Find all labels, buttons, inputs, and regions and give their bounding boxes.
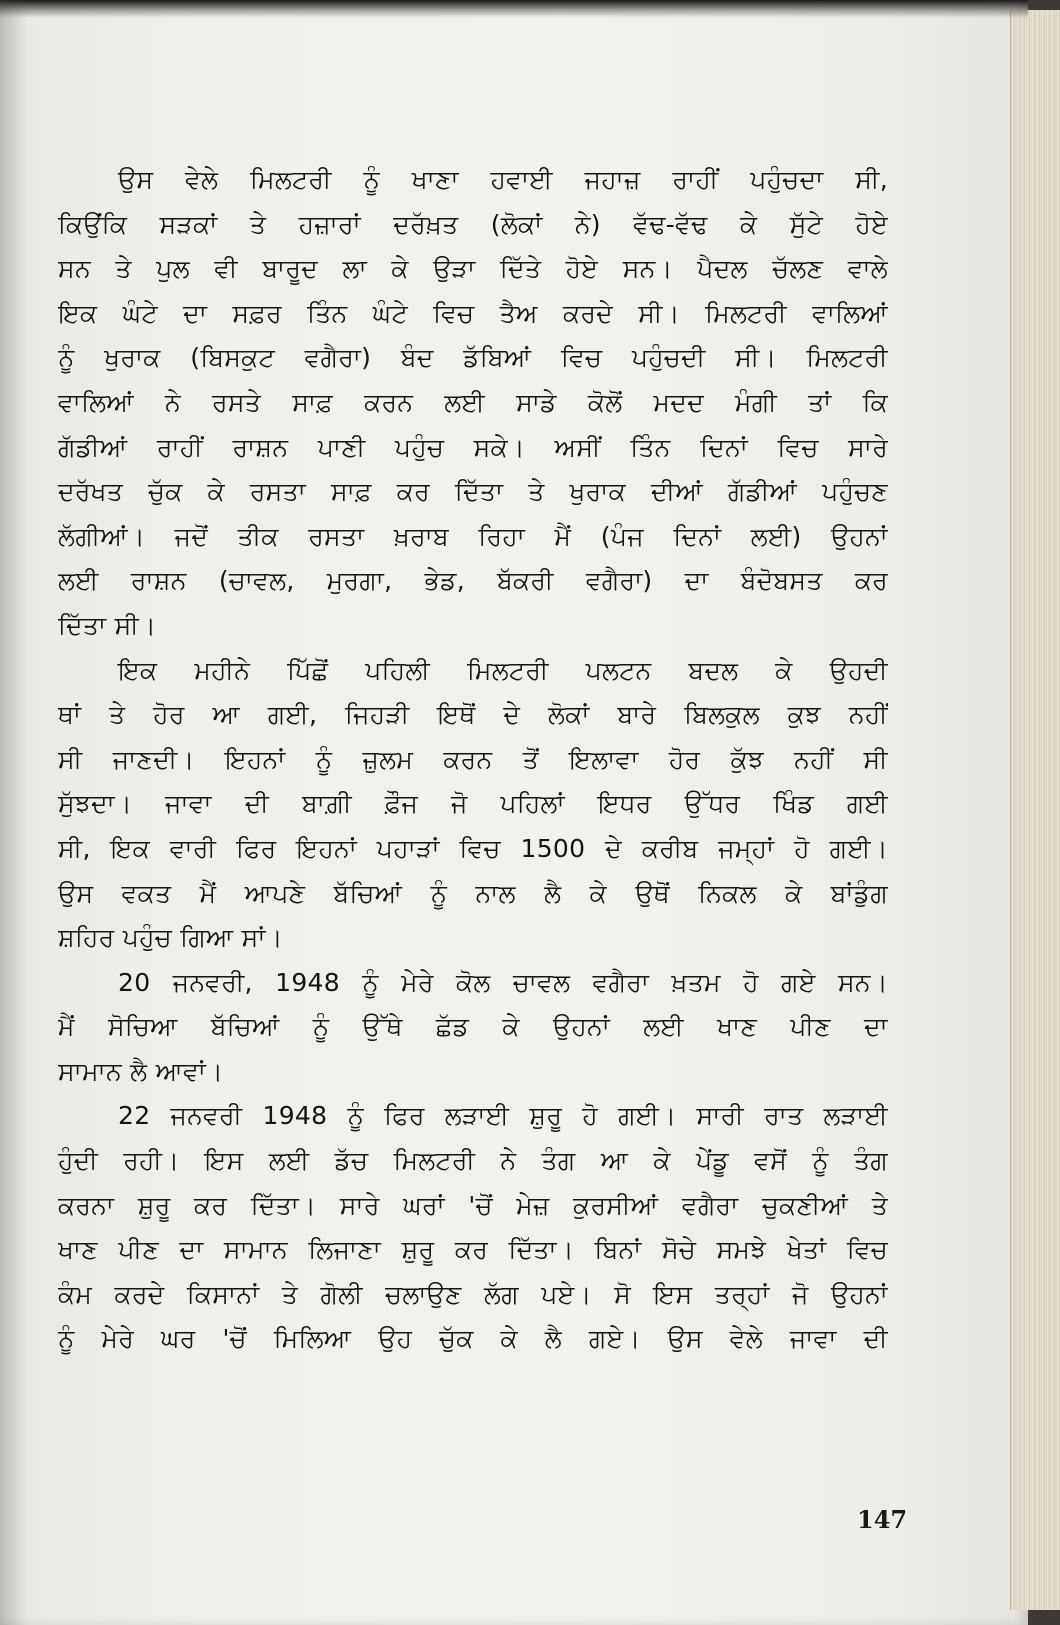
text-line: ਉਸ ਵੇਲੇ ਮਿਲਟਰੀ ਨੂੰ ਖਾਣਾ ਹਵਾਈ ਜਹਾਜ਼ ਰਾਹੀਂ ਪਹੁੰਚਦਾ ਸੀ, bbox=[118, 165, 888, 194]
body-text bbox=[58, 158, 888, 1362]
text-line: ਇਕ ਮਹੀਨੇ ਪਿੱਛੋਂ ਪਹਿਲੀ ਮਿਲਟਰੀ ਪਲਟਨ ਬਦਲ ਕੇ ਉਹਦੀ bbox=[118, 655, 888, 685]
text-line: ਸਾਮਾਨ ਲੈ ਆਵਾਂ। bbox=[58, 1056, 224, 1086]
text-line: ਦਿੱਤਾ ਸੀ। bbox=[58, 610, 157, 640]
text-line: ਲੱਗੀਆਂ। ਜਦੋਂ ਤੀਕ ਰਸਤਾ ਖ਼ਰਾਬ ਰਿਹਾ ਮੈਂ (ਪੰਜ ਦਿਨਾਂ ਲਈ) ਉਹਨਾਂ bbox=[58, 521, 888, 551]
text-line: ਗੱਡੀਆਂ ਰਾਹੀਂ ਰਾਸ਼ਨ ਪਾਣੀ ਪਹੁੰਚ ਸਕੇ। ਅਸੀਂ ਤਿੰਨ ਦਿਨਾਂ ਵਿਚ ਸਾਰੇ bbox=[58, 432, 888, 462]
text-line: ਉਸ ਵਕਤ ਮੈਂ ਆਪਣੇ ਬੱਚਿਆਂ ਨੂੰ ਨਾਲ ਲੈ ਕੇ ਉਥੋਂ ਨਿਕਲ ਕੇ ਬਾਂਡੁੰਗ bbox=[58, 878, 888, 908]
text-line: ਨੂੰ ਖੁਰਾਕ (ਬਿਸਕੁਟ ਵਗੈਰਾ) ਬੰਦ ਡੱਬਿਆਂ ਵਿਚ ਪਹੁੰਚਦੀ ਸੀ। ਮਿਲਟਰੀ bbox=[58, 343, 888, 373]
text-line: 22 ਜਨਵਰੀ 1948 ਨੂੰ ਫਿਰ ਲੜਾਈ ਸ਼ੁਰੂ ਹੋ ਗਈ। ਸਾਰੀ ਰਾਤ ਲੜਾਈ bbox=[118, 1101, 888, 1131]
text-line: ਲਈ ਰਾਸ਼ਨ (ਚਾਵਲ, ਮੁਰਗਾ, ਭੇਡ, ਬੱਕਰੀ ਵਗੈਰਾ) ਦਾ ਬੰਦੋਬਸਤ ਕਰ bbox=[58, 566, 888, 596]
text-line: ਸੁੱਝਦਾ। ਜਾਵਾ ਦੀ ਬਾਗ਼ੀ ਫ਼ੌਜ ਜੋ ਪਹਿਲਾਂ ਇਧਰ ਉੱਧਰ ਖਿੰਡ ਗਈ bbox=[58, 789, 888, 819]
text-line: ਮੈਂ ਸੋਚਿਆ ਬੱਚਿਆਂ ਨੂੰ ਉੱਥੇ ਛੱਡ ਕੇ ਉਹਨਾਂ ਲਈ ਖਾਣ ਪੀਣ ਦਾ bbox=[58, 1012, 888, 1042]
text-line: ਕੰਮ ਕਰਦੇ ਕਿਸਾਨਾਂ ਤੇ ਗੋਲੀ ਚਲਾਉਣ ਲੱਗ ਪਏ। ਸੋ ਇਸ ਤਰ੍ਹਾਂ ਜੋ ਉਹਨਾਂ bbox=[58, 1279, 888, 1309]
text-line: ਸੀ, ਇਕ ਵਾਰੀ ਫਿਰ ਇਹਨਾਂ ਪਹਾੜਾਂ ਵਿਚ 1500 ਦੇ ਕਰੀਬ ਜਮ੍ਹਾਂ ਹੋ ਗਈ। bbox=[58, 833, 888, 863]
text-line: ਹੁੰਦੀ ਰਹੀ। ਇਸ ਲਈ ਡੱਚ ਮਿਲਟਰੀ ਨੇ ਤੰਗ ਆ ਕੇ ਪੇਂਡੂ ਵਸੋਂ ਨੂੰ ਤੰਗ bbox=[58, 1146, 888, 1176]
text-line: ਖਾਣ ਪੀਣ ਦਾ ਸਾਮਾਨ ਲਿਜਾਣਾ ਸ਼ੁਰੂ ਕਰ ਦਿੱਤਾ। ਬਿਨਾਂ ਸੋਚੇ ਸਮਝੇ ਖੇਤਾਂ ਵਿਚ bbox=[58, 1235, 888, 1265]
text-line: ਨੂੰ ਮੇਰੇ ਘਰ 'ਚੋਂ ਮਿਲਿਆ ਉਹ ਚੁੱਕ ਕੇ ਲੈ ਗਏ। ਉਸ ਵੇਲੇ ਜਾਵਾ ਦੀ bbox=[58, 1324, 888, 1354]
text-line: ਕਰਨਾ ਸ਼ੁਰੂ ਕਰ ਦਿੱਤਾ। ਸਾਰੇ ਘਰਾਂ 'ਚੋਂ ਮੇਜ਼ ਕੁਰਸੀਆਂ ਵਗੈਰਾ ਚੁਕਣੀਆਂ ਤੇ bbox=[58, 1190, 888, 1220]
text-line: ਸ਼ਹਿਰ ਪਹੁੰਚ ਗਿਆ ਸਾਂ। bbox=[58, 923, 283, 953]
page-number: 147 bbox=[857, 1505, 908, 1534]
text-line: ਇਕ ਘੰਟੇ ਦਾ ਸਫ਼ਰ ਤਿੰਨ ਘੰਟੇ ਵਿਚ ਤੈਅ ਕਰਦੇ ਸੀ। ਮਿਲਟਰੀ ਵਾਲਿਆਂ bbox=[58, 298, 888, 328]
text-line: ਸੀ ਜਾਣਦੀ। ਇਹਨਾਂ ਨੂੰ ਜ਼ੁਲਮ ਕਰਨ ਤੋਂ ਇਲਾਵਾ ਹੋਰ ਕੁੱਝ ਨਹੀਂ ਸੀ bbox=[58, 744, 888, 774]
text-line: ਵਾਲਿਆਂ ਨੇ ਰਸਤੇ ਸਾਫ਼ ਕਰਨ ਲਈ ਸਾਡੇ ਕੋਲੋਂ ਮਦਦ ਮੰਗੀ ਤਾਂ ਕਿ bbox=[58, 387, 888, 417]
text-line: ਦਰੱਖਤ ਚੁੱਕ ਕੇ ਰਸਤਾ ਸਾਫ਼ ਕਰ ਦਿੱਤਾ ਤੇ ਖੁਰਾਕ ਦੀਆਂ ਗੱਡੀਆਂ ਪਹੁੰਚਣ bbox=[58, 477, 888, 507]
gutter-shadow bbox=[0, 0, 28, 1625]
text-line: ਕਿਉਂਕਿ ਸੜਕਾਂ ਤੇ ਹਜ਼ਾਰਾਂ ਦਰੱਖ਼ਤ (ਲੋਕਾਂ ਨੇ) ਵੱਢ-ਵੱਢ ਕੇ ਸੁੱਟੇ ਹੋਏ bbox=[58, 209, 888, 239]
text-line: ਥਾਂ ਤੇ ਹੋਰ ਆ ਗਈ, ਜਿਹੜੀ ਇਥੋਂ ਦੇ ਲੋਕਾਂ ਬਾਰੇ ਬਿਲਕੁਲ ਕੁਝ ਨਹੀਂ bbox=[58, 700, 888, 730]
page-stack-edges bbox=[1010, 10, 1060, 1610]
text-line: ਸਨ ਤੇ ਪੁਲ ਵੀ ਬਾਰੂਦ ਲਾ ਕੇ ਉੜਾ ਦਿੱਤੇ ਹੋਏ ਸਨ। ਪੈਦਲ ਚੱਲਣ ਵਾਲੇ bbox=[58, 254, 888, 284]
text-line: 20 ਜਨਵਰੀ, 1948 ਨੂੰ ਮੇਰੇ ਕੋਲ ਚਾਵਲ ਵਗੈਰਾ ਖ਼ਤਮ ਹੋ ਗਏ ਸਨ। bbox=[118, 967, 888, 997]
top-shadow bbox=[0, 0, 1028, 18]
